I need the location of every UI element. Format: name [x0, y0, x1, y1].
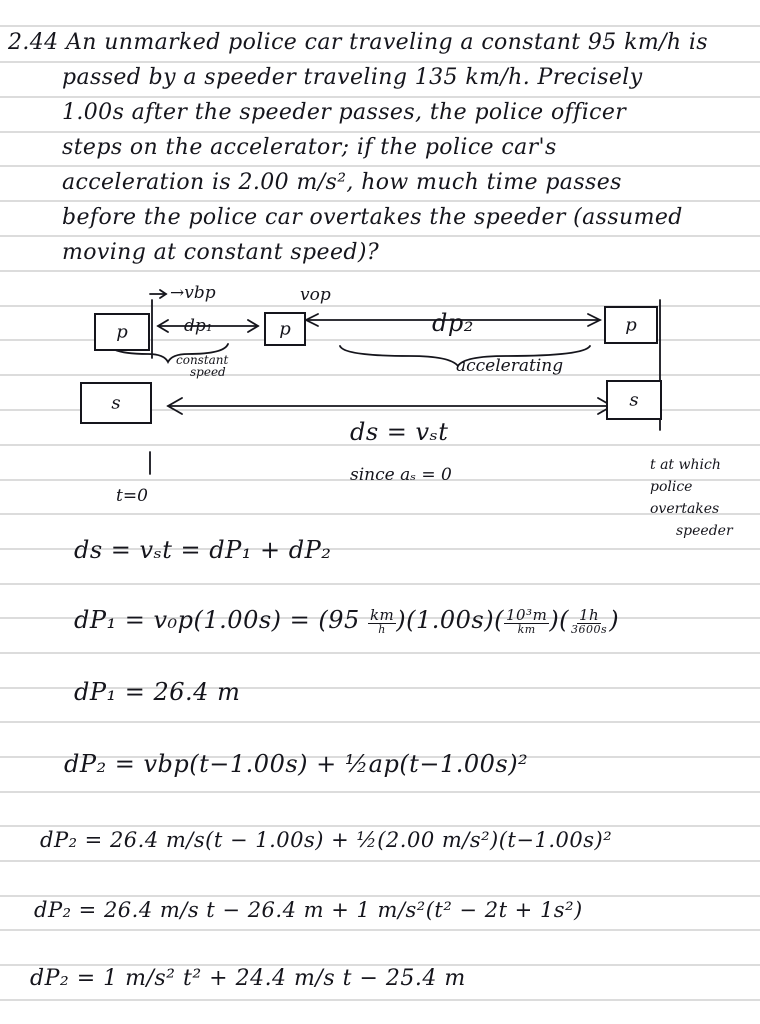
- eq2-end: ): [609, 606, 620, 634]
- problem-line-5: acceleration is 2.00 m/s², how much time passes: [62, 170, 622, 195]
- label-constant: constant: [176, 353, 229, 367]
- label-speed: speed: [190, 365, 226, 379]
- police-car-label-mid: p: [279, 318, 291, 340]
- police-car-mid: [264, 312, 306, 346]
- police-car-label: p: [116, 321, 128, 343]
- label-accelerating: accelerating: [456, 356, 564, 376]
- speeder-car-label: s: [111, 392, 121, 414]
- equation-dp1-result: dP₁ = 26.4 m: [74, 678, 241, 706]
- label-t0: t=0: [116, 486, 148, 506]
- eq2-frac3-num: 1h: [579, 606, 600, 624]
- eq2-lhs: dP₁ = v₀p(1.00s) = (95: [74, 606, 360, 634]
- equation-dp2-expanded: dP₂ = 26.4 m/s t − 26.4 m + 1 m/s²(t² − 2t + 1s²): [34, 898, 583, 922]
- eq2-frac3-den: 3600s: [571, 623, 608, 636]
- problem-line-3: 1.00s after the speeder passes, the police officer: [62, 100, 627, 125]
- speeder-car-label-end: s: [629, 389, 639, 411]
- label-t-note-1: t at which: [650, 457, 721, 473]
- police-car-label-end: p: [625, 314, 637, 336]
- label-t-note-3: overtakes: [650, 501, 720, 517]
- speeder-car-end: [606, 380, 662, 420]
- problem-line-6: before the police car overtakes the speeder (assumed: [62, 205, 683, 230]
- problem-line-4: steps on the accelerator; if the police car's: [62, 135, 557, 160]
- label-dp2: dp₂: [432, 309, 474, 337]
- equation-dp2-simplified: dP₂ = 1 m/s² t² + 24.4 m/s t − 25.4 m: [30, 966, 466, 991]
- problem-line-2: passed by a speeder traveling 135 km/h. Precisely: [62, 65, 643, 90]
- label-vop: vop: [300, 285, 331, 305]
- problem-line-1: 2.44 An unmarked police car traveling a constant 95 km/h is: [8, 30, 708, 55]
- eq2-frac1-num: km: [369, 606, 395, 624]
- label-ds: ds = vₛt: [350, 418, 449, 446]
- label-vbp: →vbp: [170, 283, 216, 303]
- eq2-mid2: )(: [549, 606, 570, 634]
- eq2-mid: )(1.00s)(: [396, 606, 504, 634]
- eq2-fraction-kmh: [368, 608, 396, 635]
- police-car-end: [604, 306, 658, 344]
- eq2-fraction-m-km: [504, 608, 549, 635]
- eq2-frac1-den: h: [378, 623, 386, 636]
- equation-ds: ds = vₛt = dP₁ + dP₂: [74, 536, 332, 564]
- equation-dp2-general: dP₂ = vbp(t−1.00s) + ½ap(t−1.00s)²: [64, 750, 529, 778]
- label-since: since aₛ = 0: [350, 465, 452, 485]
- equation-dp1-conversion: [74, 608, 619, 635]
- label-t-note-4: speeder: [676, 523, 733, 539]
- eq2-fraction-h-s: [569, 608, 609, 635]
- label-dp1: dp₁: [184, 316, 213, 336]
- speeder-car-start: [80, 382, 152, 424]
- label-t-note-2: police: [650, 479, 693, 495]
- equation-dp2-substituted: dP₂ = 26.4 m/s(t − 1.00s) + ½(2.00 m/s²)(t−1.00s)²: [40, 828, 613, 852]
- eq2-frac2-den: km: [517, 623, 536, 636]
- eq2-frac2-num: 10³m: [505, 606, 548, 624]
- police-car-start: [94, 313, 150, 351]
- problem-line-7: moving at constant speed)?: [62, 240, 380, 265]
